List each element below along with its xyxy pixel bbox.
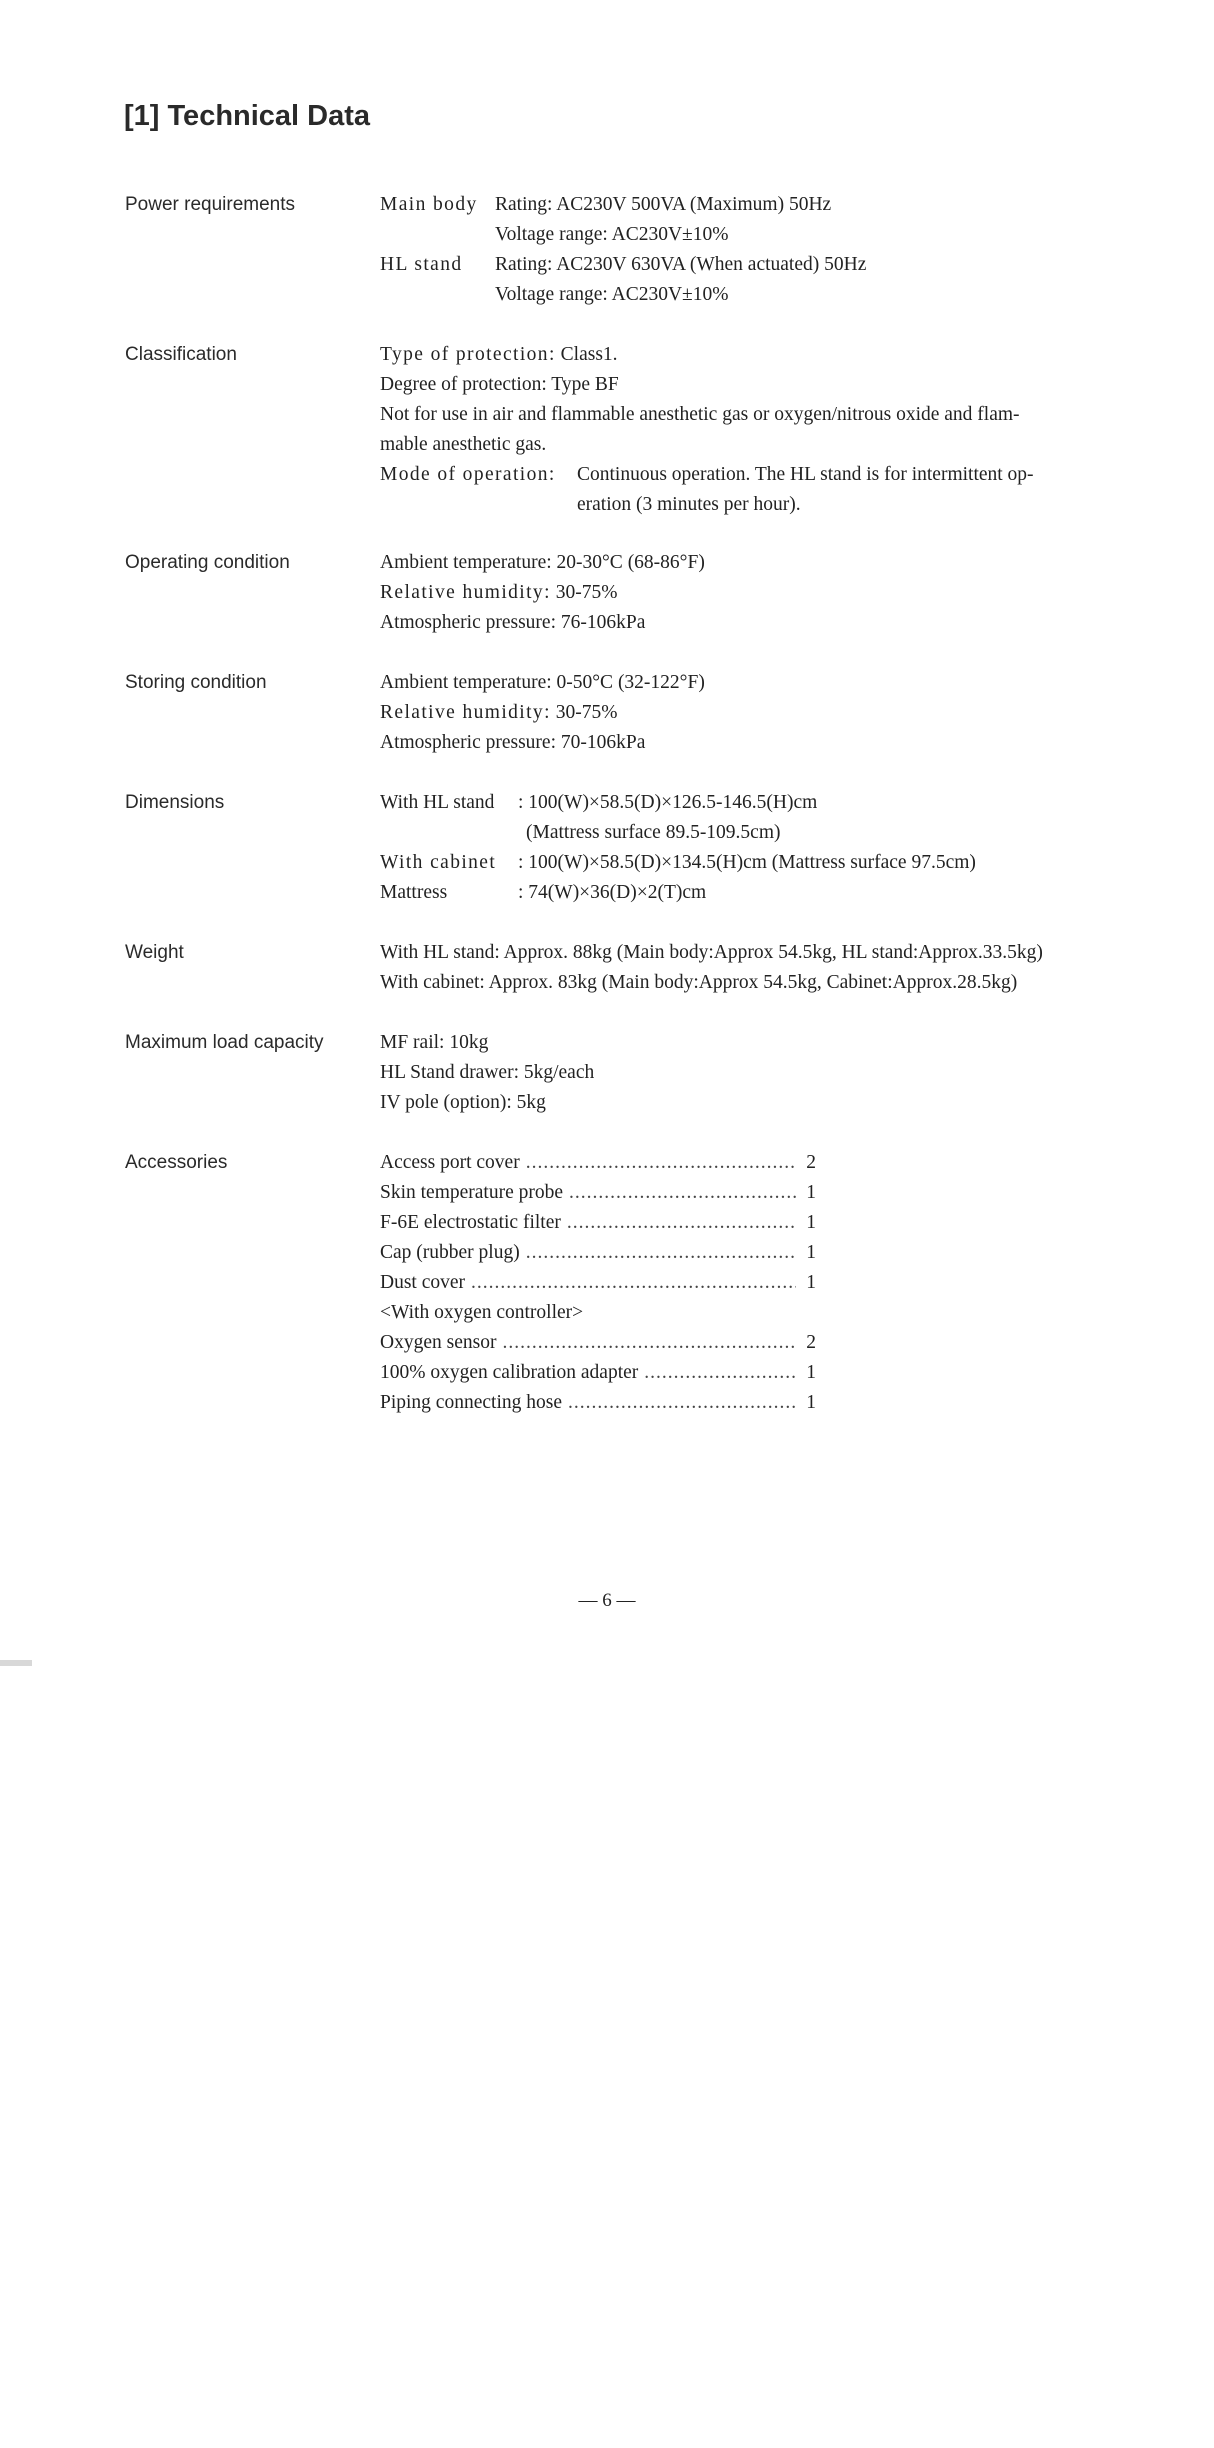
load-drawer: HL Stand drawer: 5kg/each: [380, 1062, 595, 1083]
dim-mattress-value: : 74(W)×36(D)×2(T)cm: [518, 882, 707, 903]
leader-dots: [568, 1388, 796, 1418]
dim-hl-stand-key: With HL stand: [380, 792, 495, 813]
section-content: [380, 1148, 816, 1418]
dim-cabinet-value: : 100(W)×58.5(D)×134.5(H)cm (Mattress surface 97.5cm): [518, 852, 976, 873]
list-item: Skin temperature probe ..... 1: [380, 1178, 816, 1208]
dim-mattress-key: Mattress: [380, 882, 448, 903]
list-item: Dust cover ..... 1: [380, 1268, 816, 1298]
section-content: [380, 340, 1034, 520]
section-content: [380, 1028, 594, 1118]
section-label: Weight: [125, 942, 184, 963]
section-label: Maximum load capacity: [125, 1032, 324, 1053]
oxygen-controller-heading: <With oxygen controller>: [380, 1302, 584, 1323]
storing-humidity-key: Relative humidity:: [380, 702, 551, 723]
section-content: [380, 788, 976, 908]
protection-type-key: Type of protection:: [380, 344, 556, 365]
leader-dots: [471, 1268, 796, 1298]
section-label: Classification: [125, 344, 237, 365]
leader-dots: [644, 1358, 796, 1388]
operating-pressure: Atmospheric pressure: 76-106kPa: [380, 612, 646, 633]
operating-temperature: Ambient temperature: 20-30°C (68-86°F): [380, 552, 705, 573]
weight-cabinet: With cabinet: Approx. 83kg (Main body:Approx 54.5kg, Cabinet:Approx.28.5kg): [380, 972, 1018, 993]
list-item: Oxygen sensor ..... 2: [380, 1328, 816, 1358]
main-body-voltage: Voltage range: AC230V±10%: [495, 224, 729, 245]
section-content: [380, 548, 705, 638]
mode-key: Mode of operation:: [380, 464, 556, 485]
mode-value-cont: eration (3 minutes per hour).: [577, 494, 801, 515]
section-label: Storing condition: [125, 672, 267, 693]
storing-pressure: Atmospheric pressure: 70-106kPa: [380, 732, 646, 753]
mode-value: Continuous operation. The HL stand is for intermittent op-: [577, 464, 1034, 485]
section-label: Dimensions: [125, 792, 225, 813]
protection-type-value: Class1.: [560, 344, 618, 365]
load-iv-pole: IV pole (option): 5kg: [380, 1092, 546, 1113]
storing-temperature: Ambient temperature: 0-50°C (32-122°F): [380, 672, 705, 693]
load-mf-rail: MF rail: 10kg: [380, 1032, 489, 1053]
list-item: 100% oxygen calibration adapter ..... 1: [380, 1358, 816, 1388]
section-label: Accessories: [125, 1152, 228, 1173]
section-content: [380, 668, 705, 758]
operating-humidity-key: Relative humidity:: [380, 582, 551, 603]
page-title: [1] Technical Data: [124, 100, 371, 132]
weight-hl-stand: With HL stand: Approx. 88kg (Main body:Approx 54.5kg, HL stand:Approx.33.5kg): [380, 942, 1043, 963]
section-label: Operating condition: [125, 552, 290, 573]
list-item: Piping connecting hose ..... 1: [380, 1388, 816, 1418]
scan-edge-mark: [0, 1660, 32, 1666]
main-body-rating: Rating: AC230V 500VA (Maximum) 50Hz: [495, 194, 832, 215]
leader-dots: [569, 1178, 796, 1208]
flammable-warning: Not for use in air and flammable anesthetic gas or oxygen/nitrous oxide and flam-: [380, 404, 1020, 425]
hl-stand-key: HL stand: [380, 254, 463, 275]
dim-hl-stand-note: (Mattress surface 89.5-109.5cm): [526, 822, 781, 843]
main-body-key: Main body: [380, 194, 478, 215]
leader-dots: [567, 1208, 796, 1238]
hl-stand-rating: Rating: AC230V 630VA (When actuated) 50Hz: [495, 254, 867, 275]
list-item: Access port cover ..... 2: [380, 1148, 816, 1178]
dim-hl-stand-value: : 100(W)×58.5(D)×126.5-146.5(H)cm: [518, 792, 818, 813]
operating-humidity-value: 30-75%: [555, 582, 618, 603]
leader-dots: [526, 1238, 796, 1268]
protection-degree: Degree of protection: Type BF: [380, 374, 619, 395]
list-item: F-6E electrostatic filter ..... 1: [380, 1208, 816, 1238]
leader-dots: [526, 1148, 796, 1178]
section-content: [380, 938, 1043, 998]
list-item: Cap (rubber plug) ..... 1: [380, 1238, 816, 1268]
section-content: [380, 190, 866, 310]
page-number: — 6 —: [578, 1590, 636, 1611]
storing-humidity-value: 30-75%: [555, 702, 618, 723]
leader-dots: [502, 1328, 796, 1358]
flammable-warning-cont: mable anesthetic gas.: [380, 434, 547, 455]
dim-cabinet-key: With cabinet: [380, 852, 497, 873]
hl-stand-voltage: Voltage range: AC230V±10%: [495, 284, 729, 305]
section-label: Power requirements: [125, 194, 296, 215]
